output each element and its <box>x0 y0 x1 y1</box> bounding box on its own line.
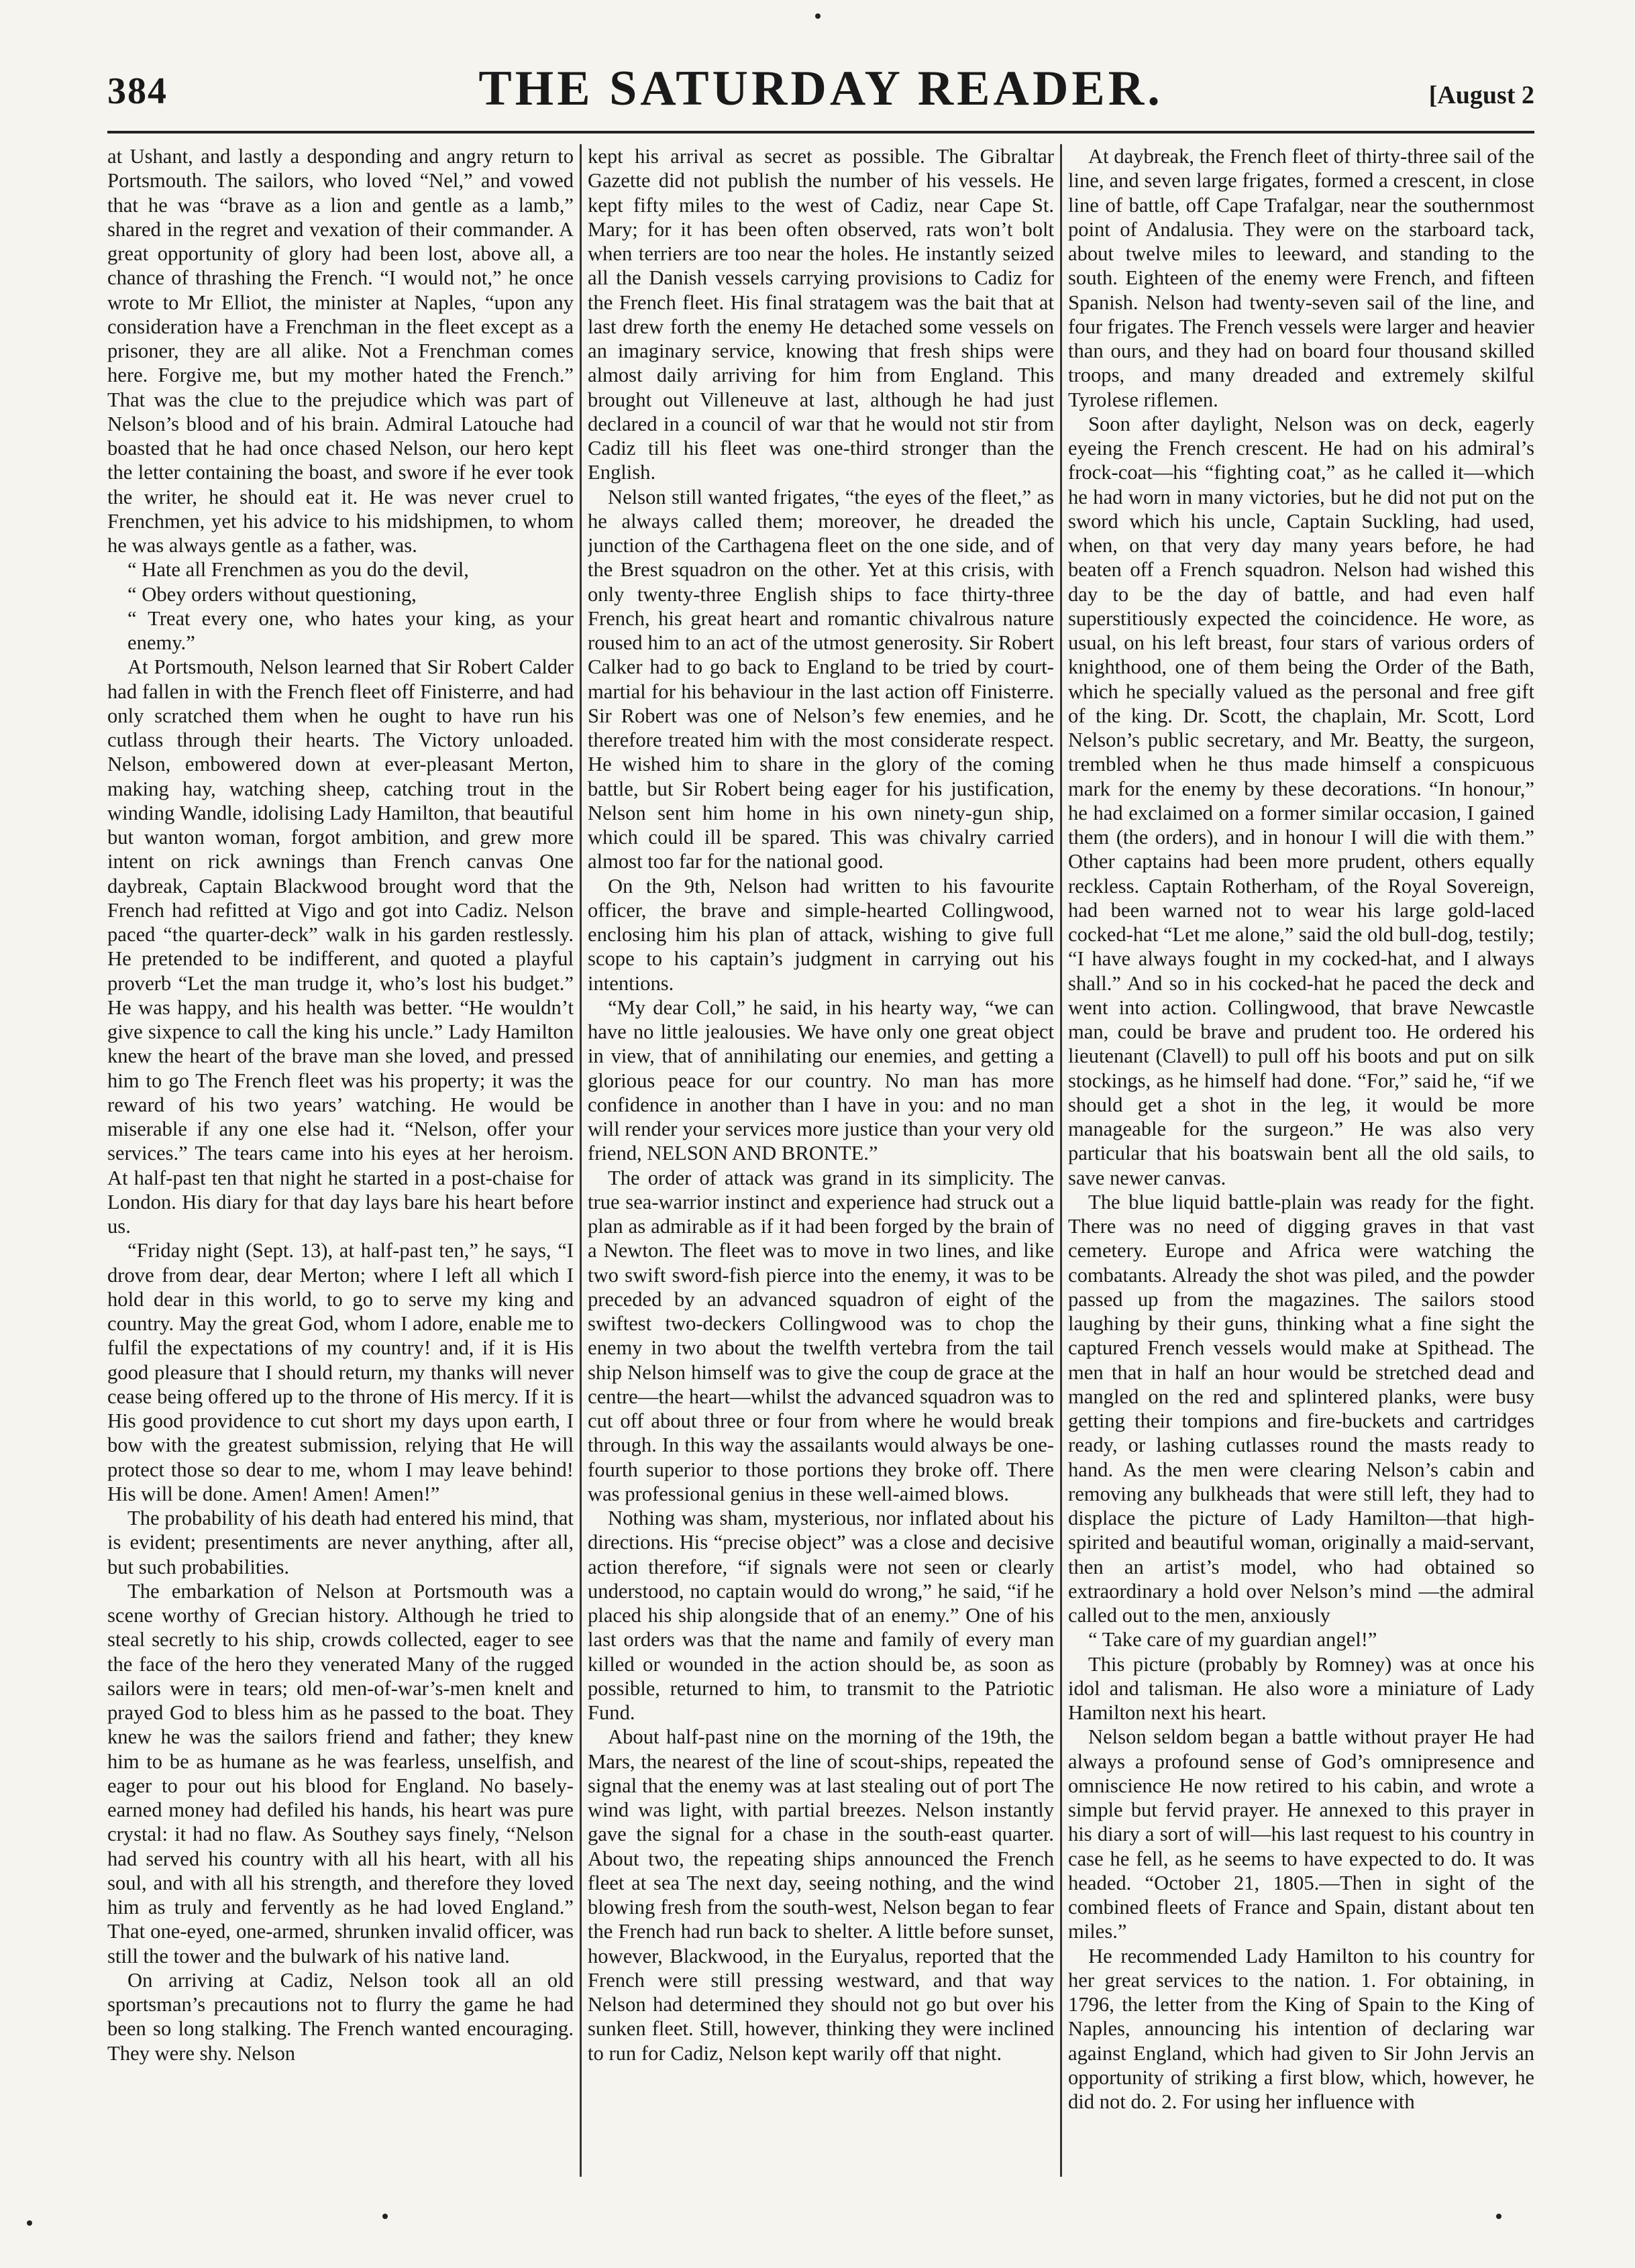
paragraph: “ Take care of my guardian angel!” <box>1088 1628 1377 1652</box>
paragraph: At daybreak, the French fleet of thirty-three sail of the line, and seven large frigates, formed a crescent, in close line of battle, off Cape Trafalgar, near the southernmost point of Andalusia. They were on the starboard tack, about twelve miles to leeward, and standing to the south. Eighteen of the enemy were French, and fifteen Spanish. Nelson had twenty-seven sail of the line, and four frigates. The French vessels were larger and heavier than ours, and they had on board four thousand skilled troops, and many dreaded and extremely skilful Tyrolese riflemen. <box>1068 145 1534 411</box>
paragraph: About half-past nine on the morning of the 19th, the Mars, the nearest of the line of scout-ships, repeated the signal that the enemy was at last stealing out of port The wind was light, with partial breezes. Nelson instantly gave the signal for a chase in the south-east quarter. About two, the repeating ships announced the French fleet at sea The next day, seeing nothing, and the wind blowing fresh from the south-west, Nelson began to fear the French had run back to shelter. A little before sunset, however, Blackwood, in the Euryalus, reported that the French were still pressing westward, and that way Nelson had determined they should not go but over his sunken fleet. Still, however, thinking they were inclined to run for Cadiz, Nelson kept warily off that night. <box>588 1725 1054 2065</box>
paragraph: This picture (probably by Romney) was at once his idol and talisman. He also wore a miniature of Lady Hamilton next his heart. <box>1068 1652 1534 1724</box>
paragraph: Nothing was sham, mysterious, nor inflated about his directions. His “precise object” was a close and decisive action therefore, “if signals were not seen or clearly understood, no captain would do wrong,” he said, “if he placed his ship alongside that of an enemy.” One of his last orders was that the name and family of every man killed or wounded in the action should be, as soon as possible, returned to him, to transmit to the Patriotic Fund. <box>588 1507 1054 1724</box>
text-column-1 <box>107 144 574 2177</box>
paragraph: At Portsmouth, Nelson learned that Sir Robert Calder had fallen in with the French fleet off Finisterre, and had only scratched them when he ought to have run his cutlass through their hearts. The Victory unloaded. Nelson, embowered down at ever-pleasant Merton, making hay, watching sheep, catching trout in the winding Wandle, idolising Lady Hamilton, that beautiful but wanton woman, forgot ambition, and grew more intent on rick awnings than French canvas One daybreak, Captain Blackwood brought word that the French had refitted at Vigo and got into Cadiz. Nelson paced “the quarter-deck” walk in his garden restlessly. He pretended to be indifferent, and quoted a playful proverb “Let the man trudge it, who’s lost his budget.” He was happy, and his health was better. “He wouldn’t give sixpence to call the king his uncle.” Lady Hamilton knew the heart of the brave man she loved, and pressed him to go The French fleet was his property; it was the reward of his two years’ watching. He would be miserable if any one else had it. “Nelson, offer your services.” The tears came into his eyes at her heroism. At half-past ten that night he started in a post-chaise for London. His diary for that day lays bare his heart before us. <box>107 655 574 1238</box>
paragraph: Nelson still wanted frigates, “the eyes of the fleet,” as he always called them; moreover, he dreaded the junction of the Carthagena fleet on the one side, and of the Brest squadron on the other. Yet at this crisis, with only twenty-three English ships to face thirty-three French, his great heart and romantic chivalrous nature roused him to an act of the utmost generosity. Sir Robert Calker had to go back to England to be tried by court-martial for his behaviour in the last action off Finisterre. Sir Robert was one of Nelson’s few enemies, and he therefore treated him with the most considerate respect. He wished him to share in the glory of the coming battle, but Sir Robert being eager for his justification, Nelson sent him home in his own ninety-gun ship, which could ill be spared. This was chivalry carried almost too far for the national good. <box>588 485 1054 873</box>
paragraph: at Ushant, and lastly a desponding and angry return to Portsmouth. The sailors, who loved “Nel,” and vowed that he was “brave as a lion and gentle as a lamb,” shared in the regret and vexation of their commander. A great opportunity of glory had been lost, above all, a chance of thrashing the French. “I would not,” he once wrote to Mr Elliot, the minister at Naples, “upon any consideration have a Frenchman in the fleet except as a prisoner, they are all alike. Not a Frenchman comes here. Forgive me, but my mother hated the French.” That was the clue to the prejudice which was part of Nelson’s blood and of his brain. Admiral Latouche had boasted that he had once chased Nelson, our hero kept the letter containing the boast, and swore if he ever took the writer, he should eat it. He was never cruel to Frenchmen, yet his advice to his midshipmen, to whom he was always gentle as a father, was. <box>107 145 574 557</box>
paragraph: On arriving at Cadiz, Nelson took all an old sportsman’s precautions not to flurry the game he had been so long stalking. The French wanted encouraging. They were shy. Nelson <box>107 1968 574 2065</box>
paragraph: The order of attack was grand in its simplicity. The true sea-warrior instinct and experience had struck out a plan as admirable as if it had been forged by the brain of a Newton. The fleet was to move in two lines, and like two swift sword-fish pierce into the enemy, it was to be preceded by an advanced squadron of eight of the swiftest two-deckers Collingwood was to chop the enemy in two about the twelfth vertebra from the tail ship Nelson himself was to give the coup de grace at the centre—the heart—whilst the advanced squadron was to cut off about three or four from where he would break through. In this way the assailants would always be one-fourth superior to those portions they broke off. There was professional genius in these well-aimed blows. <box>588 1166 1054 1505</box>
paragraph: “My dear Coll,” he said, in his hearty way, “we can have no little jealousies. We have only one great object in view, that of annihilating our enemies, and getting a glorious peace for our country. No man has more confidence in another than I have in you: and no man will render your services more justice than your very old friend, NELSON AND BRONTE.” <box>588 995 1054 1165</box>
paragraph: The blue liquid battle-plain was ready for the fight. There was no need of digging graves in that vast cemetery. Europe and Africa were watching the combatants. Already the shot was piled, and the powder passed up from the magazines. The sailors stood laughing by their guns, thinking what a fine sight the captured French vessels would make at Spithead. The men that in half an hour would be stretched dead and mangled on the red and splintered planks, were busy getting their tompions and fire-buckets and cartridges ready, or lashing cutlasses round the masts ready to hand. As the men were clearing Nelson’s cabin and removing any bulkheads that were still left, they had to displace the picture of Lady Hamilton—that high-spirited and beautiful woman, originally a maid-servant, then an artist’s model, who had obtained so extraordinary a hold over Nelson’s mind —the admiral called out to the men, anxiously <box>1068 1190 1534 1627</box>
publication-title: THE SATURDAY READER. <box>478 61 1163 116</box>
print-mark <box>1496 2214 1501 2219</box>
page-header <box>107 60 1534 121</box>
text-column-3 <box>1068 144 1534 2177</box>
paragraph: On the 9th, Nelson had written to his favourite officer, the brave and simple-hearted Collingwood, enclosing him his plan of attack, wishing to give full scope to his captain’s judgment in carrying out his intentions. <box>588 874 1054 995</box>
issue-date: [August 2 <box>1428 81 1534 109</box>
page-number: 384 <box>107 70 168 112</box>
print-mark <box>382 2214 388 2219</box>
paragraph: Soon after daylight, Nelson was on deck, eagerly eyeing the French crescent. He had on his admiral’s frock-coat—his “fighting coat,” as he called it—which he had worn in many victories, but he did not put on the sword which his uncle, Captain Suckling, had used, when, on that very day many years before, he had beaten off a French squadron. Nelson had wished this day to be the day of battle, and had even half superstitiously expected the coincidence. He wore, as usual, on his left breast, four stars of various orders of knighthood, one of them being the Order of the Bath, which he specially valued as the personal and free gift of the king. Dr. Scott, the chaplain, Mr. Scott, Lord Nelson’s public secretary, and Mr. Beatty, the surgeon, trembled when he thus made himself a conspicuous mark for the enemy by these decorations. “In honour,” he had exclaimed on a former similar occasion, I gained them (the orders), and in honour I will die with them.” Other captains had been more prudent, others equally reckless. Captain Rotherham, of the Royal Sovereign, had been warned not to wear his large gold-laced cocked-hat “Let me alone,” said the old bull-dog, testily; “I have always fought in my cocked-hat, and I always shall.” And so in his cocked-hat he paced the deck and went into action. Collingwood, that brave Newcastle man, could be brave and prudent too. He ordered his lieutenant (Clavell) to pull off his boots and put on silk stockings, as he himself had done. “For,” said he, “if we should get a shot in the leg, it would be more manageable for the surgeon.” He was also very particular that his boatswain bent all the old sails, to save newer canvas. <box>1068 412 1534 1189</box>
paragraph: He recommended Lady Hamilton to his country for her great services to the nation. 1. For obtaining, in 1796, the letter from the King of Spain to the King of Naples, announcing his intention of declaring war against England, which had given to Sir John Jervis an opportunity of striking a first blow, which, however, he did not do. 2. For using her influence with <box>1068 1944 1534 2113</box>
paragraph: The embarkation of Nelson at Portsmouth was a scene worthy of Grecian history. Although he tried to steal secretly to his ship, crowds collected, eager to see the face of the hero they venerated Many of the rugged sailors were in tears; old men-of-war’s-men knelt and prayed God to bless him as he passed to the boat. They knew he was the sailors friend and father; they knew him to be as humane as he was fearless, unselfish, and eager to pour out his blood for England. No basely-earned money had defiled his hands, his heart was pure crystal: it had no flaw. As Southey says finely, “Nelson had served his country with all his heart, with all his soul, and with all his strength, and therefore they loved him as truly and fervently as he had loved England.” That one-eyed, one-armed, shrunken invalid officer, was still the tower and the bulwark of his native land. <box>107 1579 574 1967</box>
article-body <box>107 144 1534 2177</box>
paragraph: “ Hate all Frenchmen as you do the devil, <box>127 558 469 582</box>
header-rule <box>107 131 1534 133</box>
paragraph: kept his arrival as secret as possible. The Gibraltar Gazette did not publish the number of his vessels. He kept fifty miles to the west of Cadiz, near Cape St. Mary; for it has been often observed, rats won’t bolt when terriers are too near the holes. He instantly seized all the Danish vessels carrying provisions to Cadiz for the French fleet. His final stratagem was the bait that at last drew forth the enemy He detached some vessels on an imaginary service, knowing that fresh ships were almost daily arriving for him from England. This brought out Villeneuve at last, although he had just declared in a council of war that he would not stir from Cadiz till his fleet was one-third stronger than the English. <box>588 145 1054 484</box>
paragraph: “Friday night (Sept. 13), at half-past ten,” he says, “I drove from dear, dear Merton; where I left all which I hold dear in this world, to go to serve my king and country. May the great God, whom I adore, enable me to fulfil the expectations of my country! and, if it is His good pleasure that I should return, my thanks will never cease being offered up to the throne of His mercy. If it is His good providence to cut short my days upon earth, I bow with the greatest submission, relying that He will protect those so dear to me, whom I may leave behind! His will be done. Amen! Amen! Amen!” <box>107 1239 574 1505</box>
column-divider <box>1054 144 1068 2177</box>
text-column-2 <box>588 144 1054 2177</box>
paragraph: “ Obey orders without questioning, <box>127 582 417 606</box>
paragraph: Nelson seldom began a battle without prayer He had always a profound sense of God’s omnipresence and omniscience He now retired to his cabin, and wrote a simple but fervid prayer. He annexed to this prayer in his diary a sort of will—his last request to his country in case he fell, as he seems to have expected to do. It was headed. “October 21, 1805.—Then in sight of the combined fleets of France and Spain, distant about ten miles.” <box>1068 1725 1534 1943</box>
column-divider <box>574 144 588 2177</box>
paragraph: “ Treat every one, who hates your king, as your enemy.” <box>127 606 574 654</box>
print-mark <box>815 13 821 19</box>
print-mark <box>27 2220 32 2226</box>
paragraph: The probability of his death had entered his mind, that is evident; presentiments are never anything, after all, but such probabilities. <box>107 1507 574 1578</box>
